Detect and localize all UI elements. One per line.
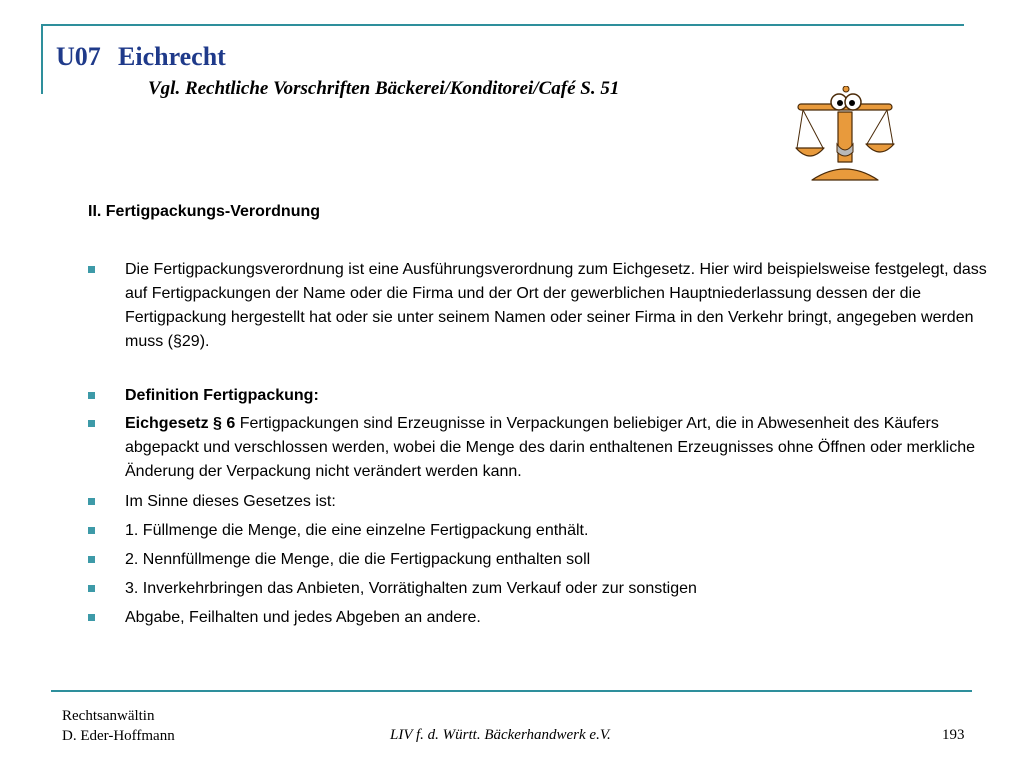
bullet-text: Die Fertigpackungsverordnung ist eine Ausführungsverordnung zum Eichgesetz. Hier wird beispielsweise festgelegt, dass auf Fertigpackungen der Name oder die Firma und der Ort der gewerblichen Hauptniederlassung dessen der die Fertigpackung hergestellt hat oder sie unter seinem Namen oder seiner Firma in den Verkehr bringt, angegeben werden muss (§29). <box>125 261 987 350</box>
section-heading: II. Fertigpackungs-Verordnung <box>88 203 321 220</box>
bullet-inverkehrbringen <box>88 577 988 601</box>
bullet-marker <box>88 556 95 563</box>
bullet-nennfuellmenge <box>88 548 988 572</box>
page-number: 193 <box>942 727 965 743</box>
bullet-marker <box>88 527 95 534</box>
scales-of-justice-icon <box>792 86 898 186</box>
bullet-marker <box>88 392 95 399</box>
bullet-definition <box>88 384 988 408</box>
bullet-abgabe <box>88 606 988 630</box>
bullet-text: Fertigpackungen sind Erzeugnisse in Verpackungen beliebiger Art, die in Abwesenheit des Käufers abgepackt und verschlossen werden, wobei die Menge des darin enthaltenen Erzeugnisses ohne Öffnen oder merkliche Änderung der Verpackung nicht verändert werden kann. <box>125 415 976 480</box>
bullet-text: 3. Inverkehrbringen das Anbieten, Vorrätighalten zum Verkauf oder zur sonstigen <box>125 580 697 597</box>
footer-author-title: Rechtsanwältin <box>62 708 155 724</box>
footer-organization: LIV f. d. Württ. Bäckerhandwerk e.V. <box>390 727 611 743</box>
bullet-text: 1. Füllmenge die Menge, die eine einzelne Fertigpackung enthält. <box>125 522 589 539</box>
frame-top-line <box>41 24 964 26</box>
slide-title-code: U07 <box>56 42 101 71</box>
footer-author <box>62 706 175 746</box>
slide-title <box>56 42 226 72</box>
bullet-marker <box>88 420 95 427</box>
bullet-text: Abgabe, Feilhalten und jedes Abgeben an andere. <box>125 609 481 626</box>
bullet-marker <box>88 266 95 273</box>
frame-left-line <box>41 24 43 94</box>
bullet-text: 2. Nennfüllmenge die Menge, die die Fertigpackung enthalten soll <box>125 551 591 568</box>
bullet-text: Im Sinne dieses Gesetzes ist: <box>125 493 336 510</box>
footer-author-name: D. Eder-Hoffmann <box>62 728 175 744</box>
bullet-eichgesetz <box>88 412 995 484</box>
footer-line <box>51 690 972 692</box>
bullet-list <box>88 258 988 630</box>
bullet-bold-text: Definition Fertigpackung: <box>125 387 319 404</box>
bullet-im-sinne <box>88 490 988 514</box>
bullet-marker <box>88 498 95 505</box>
bullet-fertigpackungsverordnung <box>88 258 995 354</box>
slide-subtitle: Vgl. Rechtliche Vorschriften Bäckerei/Konditorei/Café S. 51 <box>148 78 620 99</box>
bullet-marker <box>88 585 95 592</box>
bullet-bold-text: Eichgesetz § 6 <box>125 415 236 432</box>
bullet-fuellmenge <box>88 519 988 543</box>
bullet-marker <box>88 614 95 621</box>
slide-title-text: Eichrecht <box>118 42 226 71</box>
